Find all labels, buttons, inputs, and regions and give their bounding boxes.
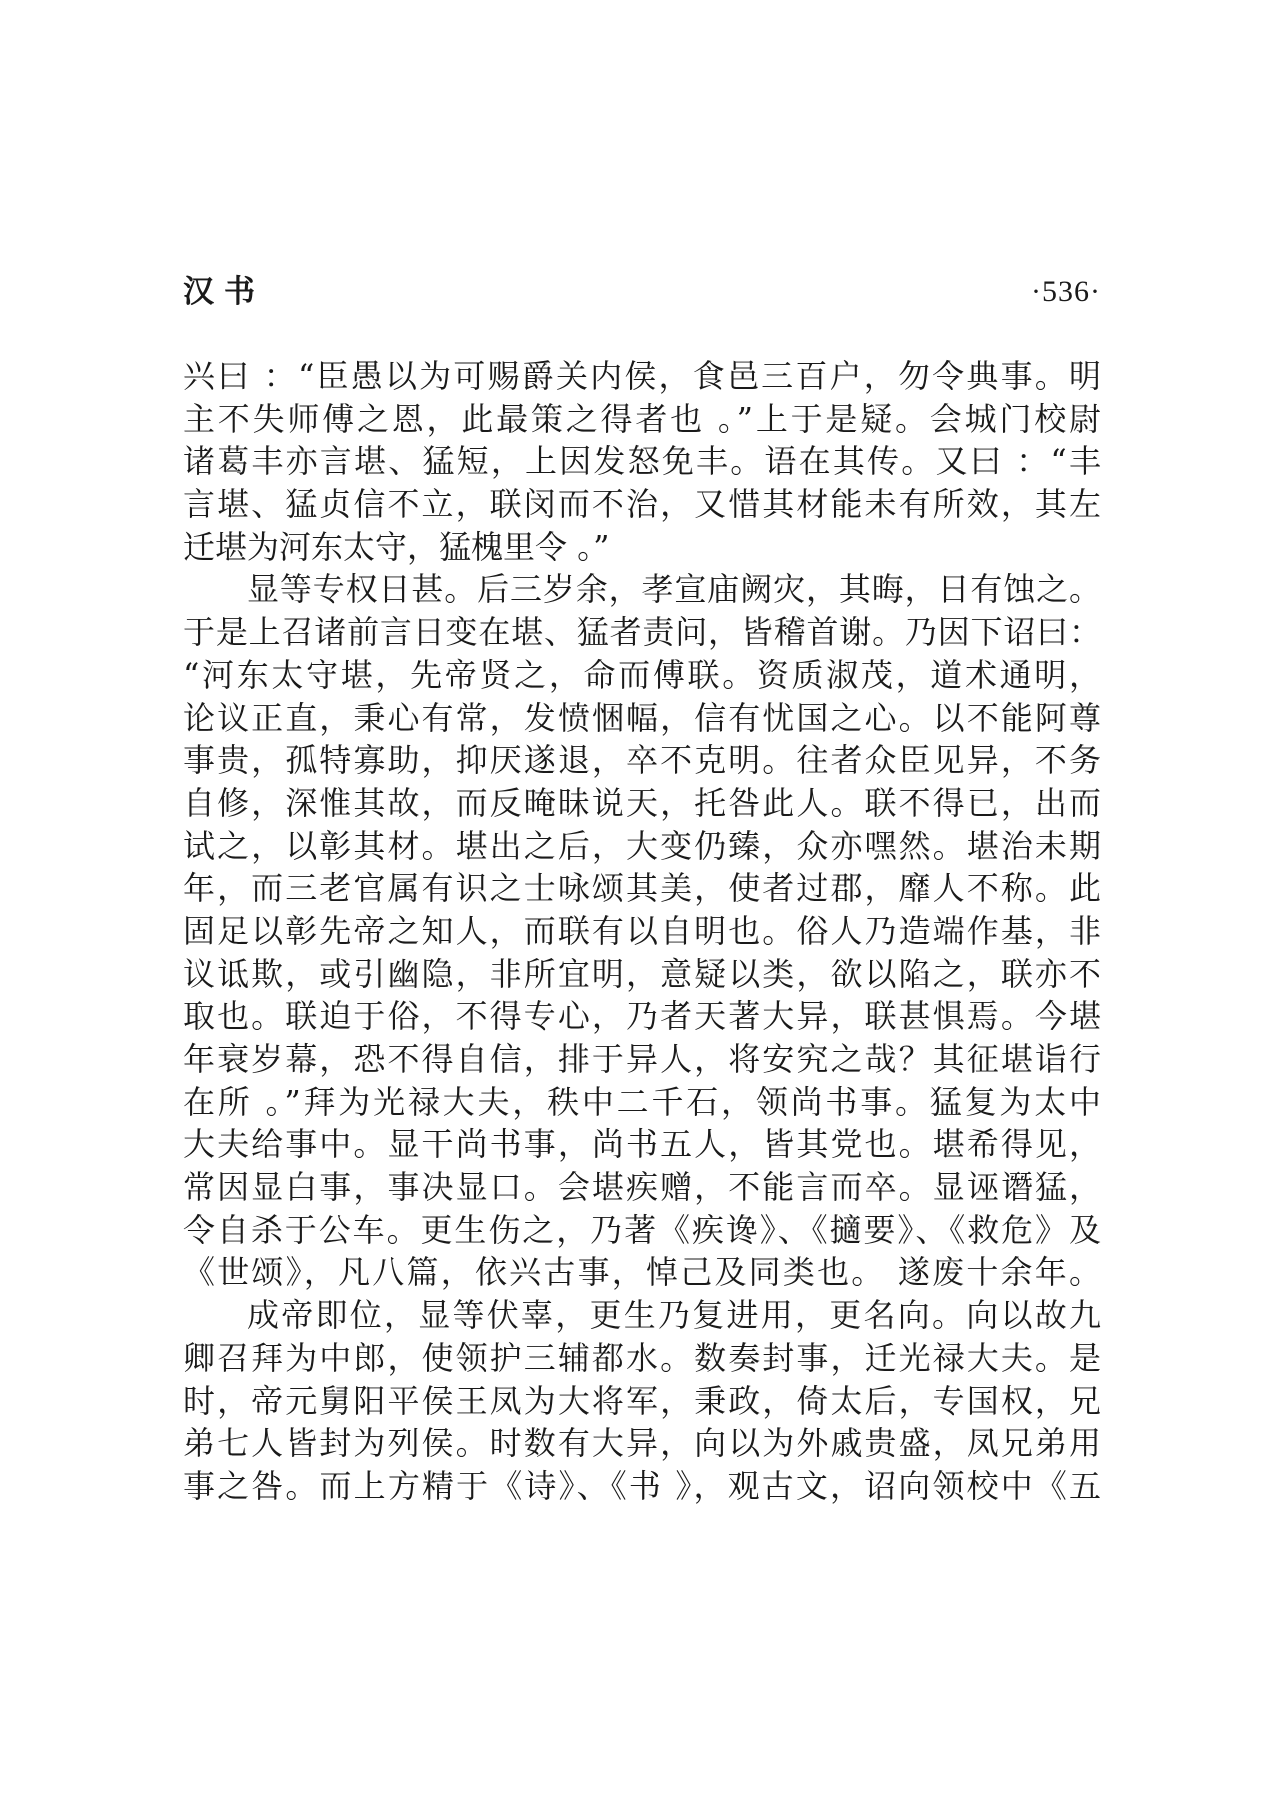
text-line: 弟七人皆封为列侯。时数有大异，向以为外戚贵盛，凤兄弟用: [183, 1424, 1101, 1463]
text-line: 常因显白事，事决显口。会堪疾赠，不能言而卒。显诬谮猛，: [183, 1168, 1101, 1207]
text-line: 《世颂》，凡八篇，依兴古事，悼己及同类也。 遂废十余年。: [183, 1253, 1101, 1292]
text-line: 试之，以彰其材。堪出之后，大变仍臻，众亦嘿然。堪治未期: [183, 826, 1101, 865]
text-line: 诸葛丰亦言堪、猛短，上因发怒免丰。语在其传。又曰 ：“丰: [183, 442, 1101, 481]
text-line: 主不失师傅之恩，此最策之得者也 。”上于是疑。会城门校尉: [183, 399, 1101, 438]
text-line: 议诋欺，或引幽隐，非所宜明，意疑以类，欲以陷之，联亦不: [183, 954, 1101, 993]
text-line: 事之咎。而上方精于《诗》、《书 》，观古文，诏向领校中《五: [183, 1466, 1101, 1505]
text-line: 论议正直，秉心有常，发愤悃幅，信有忧国之心。以不能阿尊: [183, 698, 1101, 737]
text-line: 取也。联迫于俗，不得专心，乃者天著大异，联甚惧焉。今堪: [183, 997, 1101, 1036]
text-line: 大夫给事中。显干尚书事，尚书五人，皆其党也。堪希得见，: [183, 1125, 1101, 1164]
text-line: 年衰岁幕，恐不得自信，排于异人，将安究之哉？其征堪诣行: [183, 1040, 1101, 1078]
text-line: 事贵，孤特寡助，抑厌遂退，卒不克明。往者众臣见异，不务: [183, 741, 1101, 780]
text-line: 在所 。”拜为光禄大夫，秩中二千石，领尚书事。猛复为太中: [183, 1082, 1101, 1121]
text-line: 于是上召诸前言日变在堪、猛者责问，皆稽首谢。乃因下诏曰：: [183, 613, 1101, 652]
text-line: 固足以彰先帝之知人，而联有以自明也。俗人乃造端作基，非: [183, 911, 1101, 950]
text-line: 显等专权日甚。后三岁余，孝宣庙阙灾，其晦，日有蚀之。: [247, 570, 1101, 609]
book-title: 汉书: [183, 274, 265, 310]
running-header: [183, 270, 1101, 314]
text-line: 卿召拜为中郎，使领护三辅都水。数奏封事，迁光禄大夫。是: [183, 1338, 1101, 1377]
text-line: 自修，深惟其故，而反晻昧说天，托咎此人。联不得已，出而: [183, 783, 1101, 822]
text-line: “河东太守堪，先帝贤之，命而傅联。资质淑茂，道术通明，: [183, 655, 1101, 694]
text-line: 兴曰 ：“臣愚以为可赐爵关内侯，食邑三百户，勿令典事。明: [183, 357, 1101, 395]
page-number: ·536·: [1031, 275, 1101, 308]
text-line: 成帝即位，显等伏辜，更生乃复进用，更名向。向以故九: [247, 1296, 1101, 1335]
text-line: 令自杀于公车。更生伤之，乃著《疾谗》、《擿要》、《救危》及: [183, 1210, 1101, 1249]
text-line: 言堪、猛贞信不立，联闵而不治，又惜其材能未有所效，其左: [183, 485, 1101, 524]
text-line: 年，而三老官属有识之士咏颂其美，使者过郡，靡人不称。此: [183, 869, 1101, 908]
body-text: [183, 355, 1101, 1508]
text-line: 时，帝元舅阳平侯王凤为大将军，秉政，倚太后，专国权，兄: [183, 1381, 1101, 1420]
text-line: 迁堪为河东太守，猛槐里令 。”: [183, 527, 610, 566]
